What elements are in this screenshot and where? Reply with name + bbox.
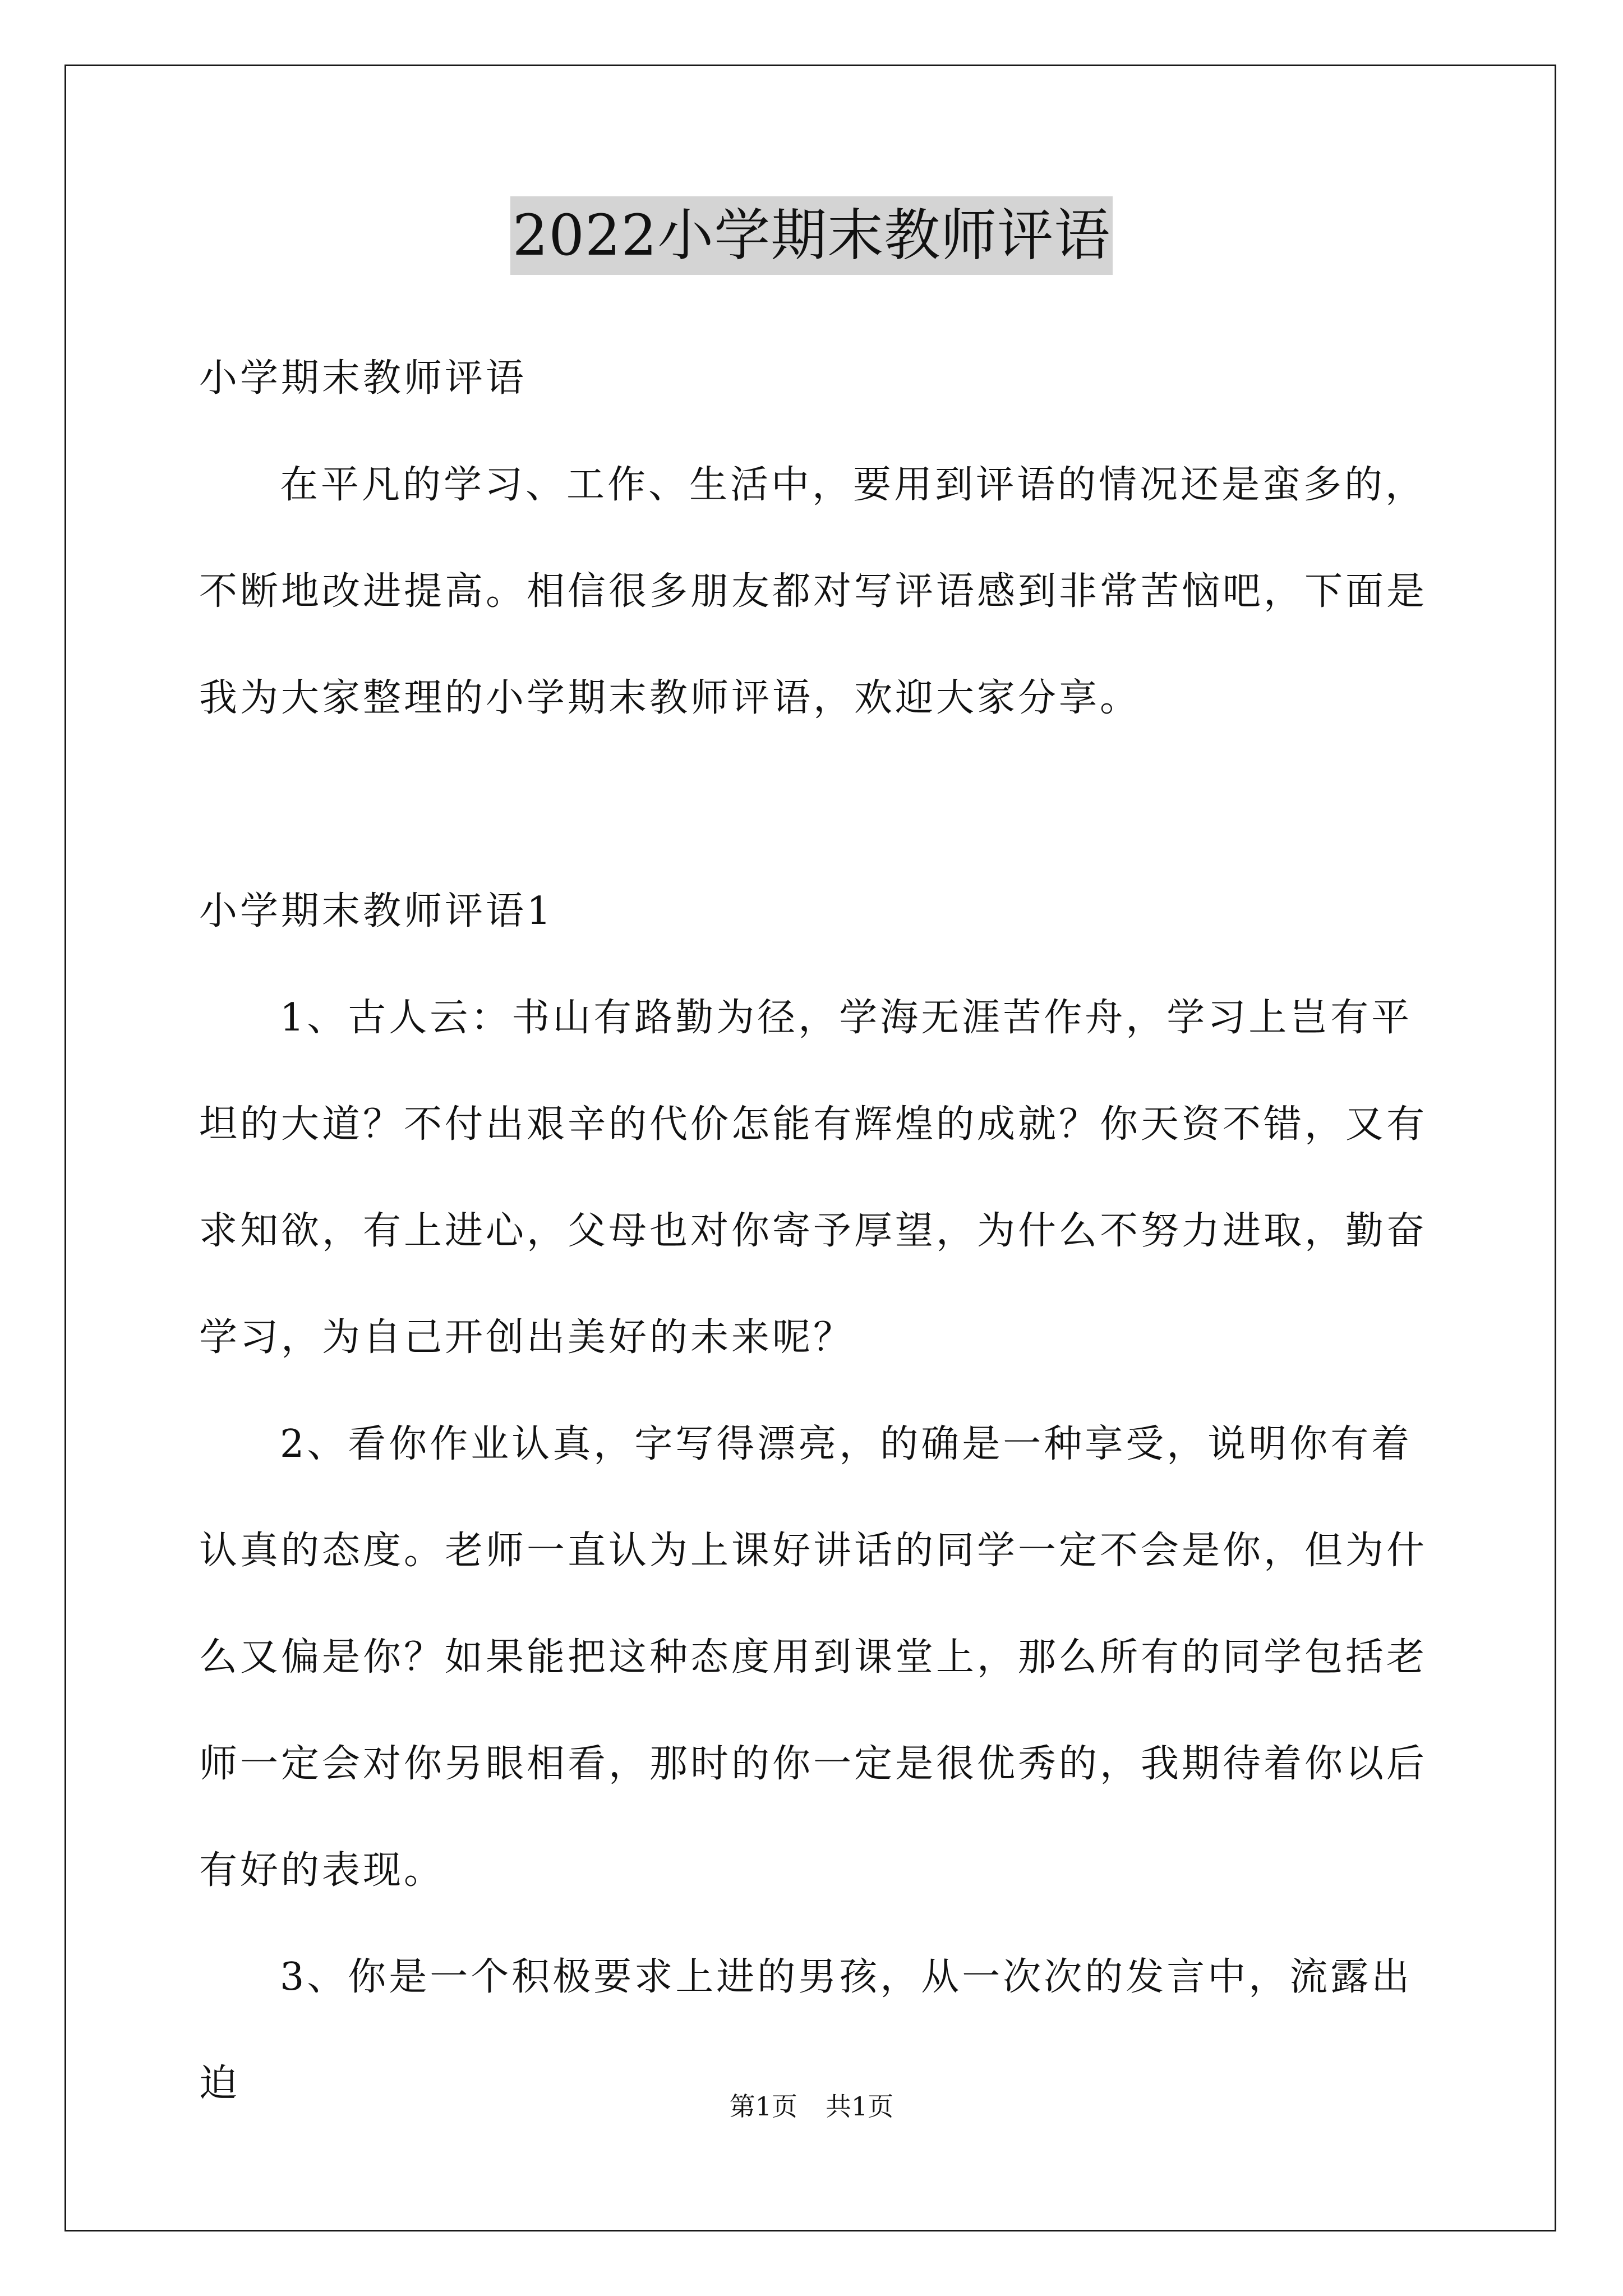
document-title: 2022小学期末教师评语 bbox=[510, 196, 1113, 275]
page-number: 第1页 bbox=[729, 2091, 797, 2122]
comment-paragraph-2: 2、看你作业认真，字写得漂亮，的确是一种享受，说明你有着认真的态度。老师一直认为上课好讲话的同学一定不会是你，但为什么又偏是你？如果能把这种态度用到课堂上，那么所有的同学包括老师一定会对你另眼相看，那时的你一定是很优秀的，我期待着你以后有好的表现。 bbox=[199, 1422, 1428, 1893]
page-footer bbox=[0, 2087, 1623, 2126]
comment-paragraph-3: 3、你是一个积极要求上进的男孩，从一次次的发言中，流露出迫 bbox=[199, 1955, 1413, 2106]
comment-paragraph-1: 1、古人云：书山有路勤为径，学海无涯苦作舟，学习上岂有平坦的大道？不付出艰辛的代价怎能有辉煌的成就？你天资不错，又有求知欲，有上进心，父母也对你寄予厚望，为什么不努力进取，勤奋学习，为自己开创出美好的未来呢？ bbox=[199, 996, 1428, 1360]
section-heading: 小学期末教师评语1 bbox=[199, 889, 554, 933]
document-subtitle: 小学期末教师评语 bbox=[199, 356, 527, 401]
title-container bbox=[0, 196, 1623, 275]
intro-paragraph: 在平凡的学习、工作、生活中，要用到评语的情况还是蛮多的，不断地改进提高。相信很多朋友都对写评语感到非常苦恼吧，下面是我为大家整理的小学期末教师评语，欢迎大家分享。 bbox=[199, 463, 1428, 720]
page-total: 共1页 bbox=[826, 2091, 894, 2122]
